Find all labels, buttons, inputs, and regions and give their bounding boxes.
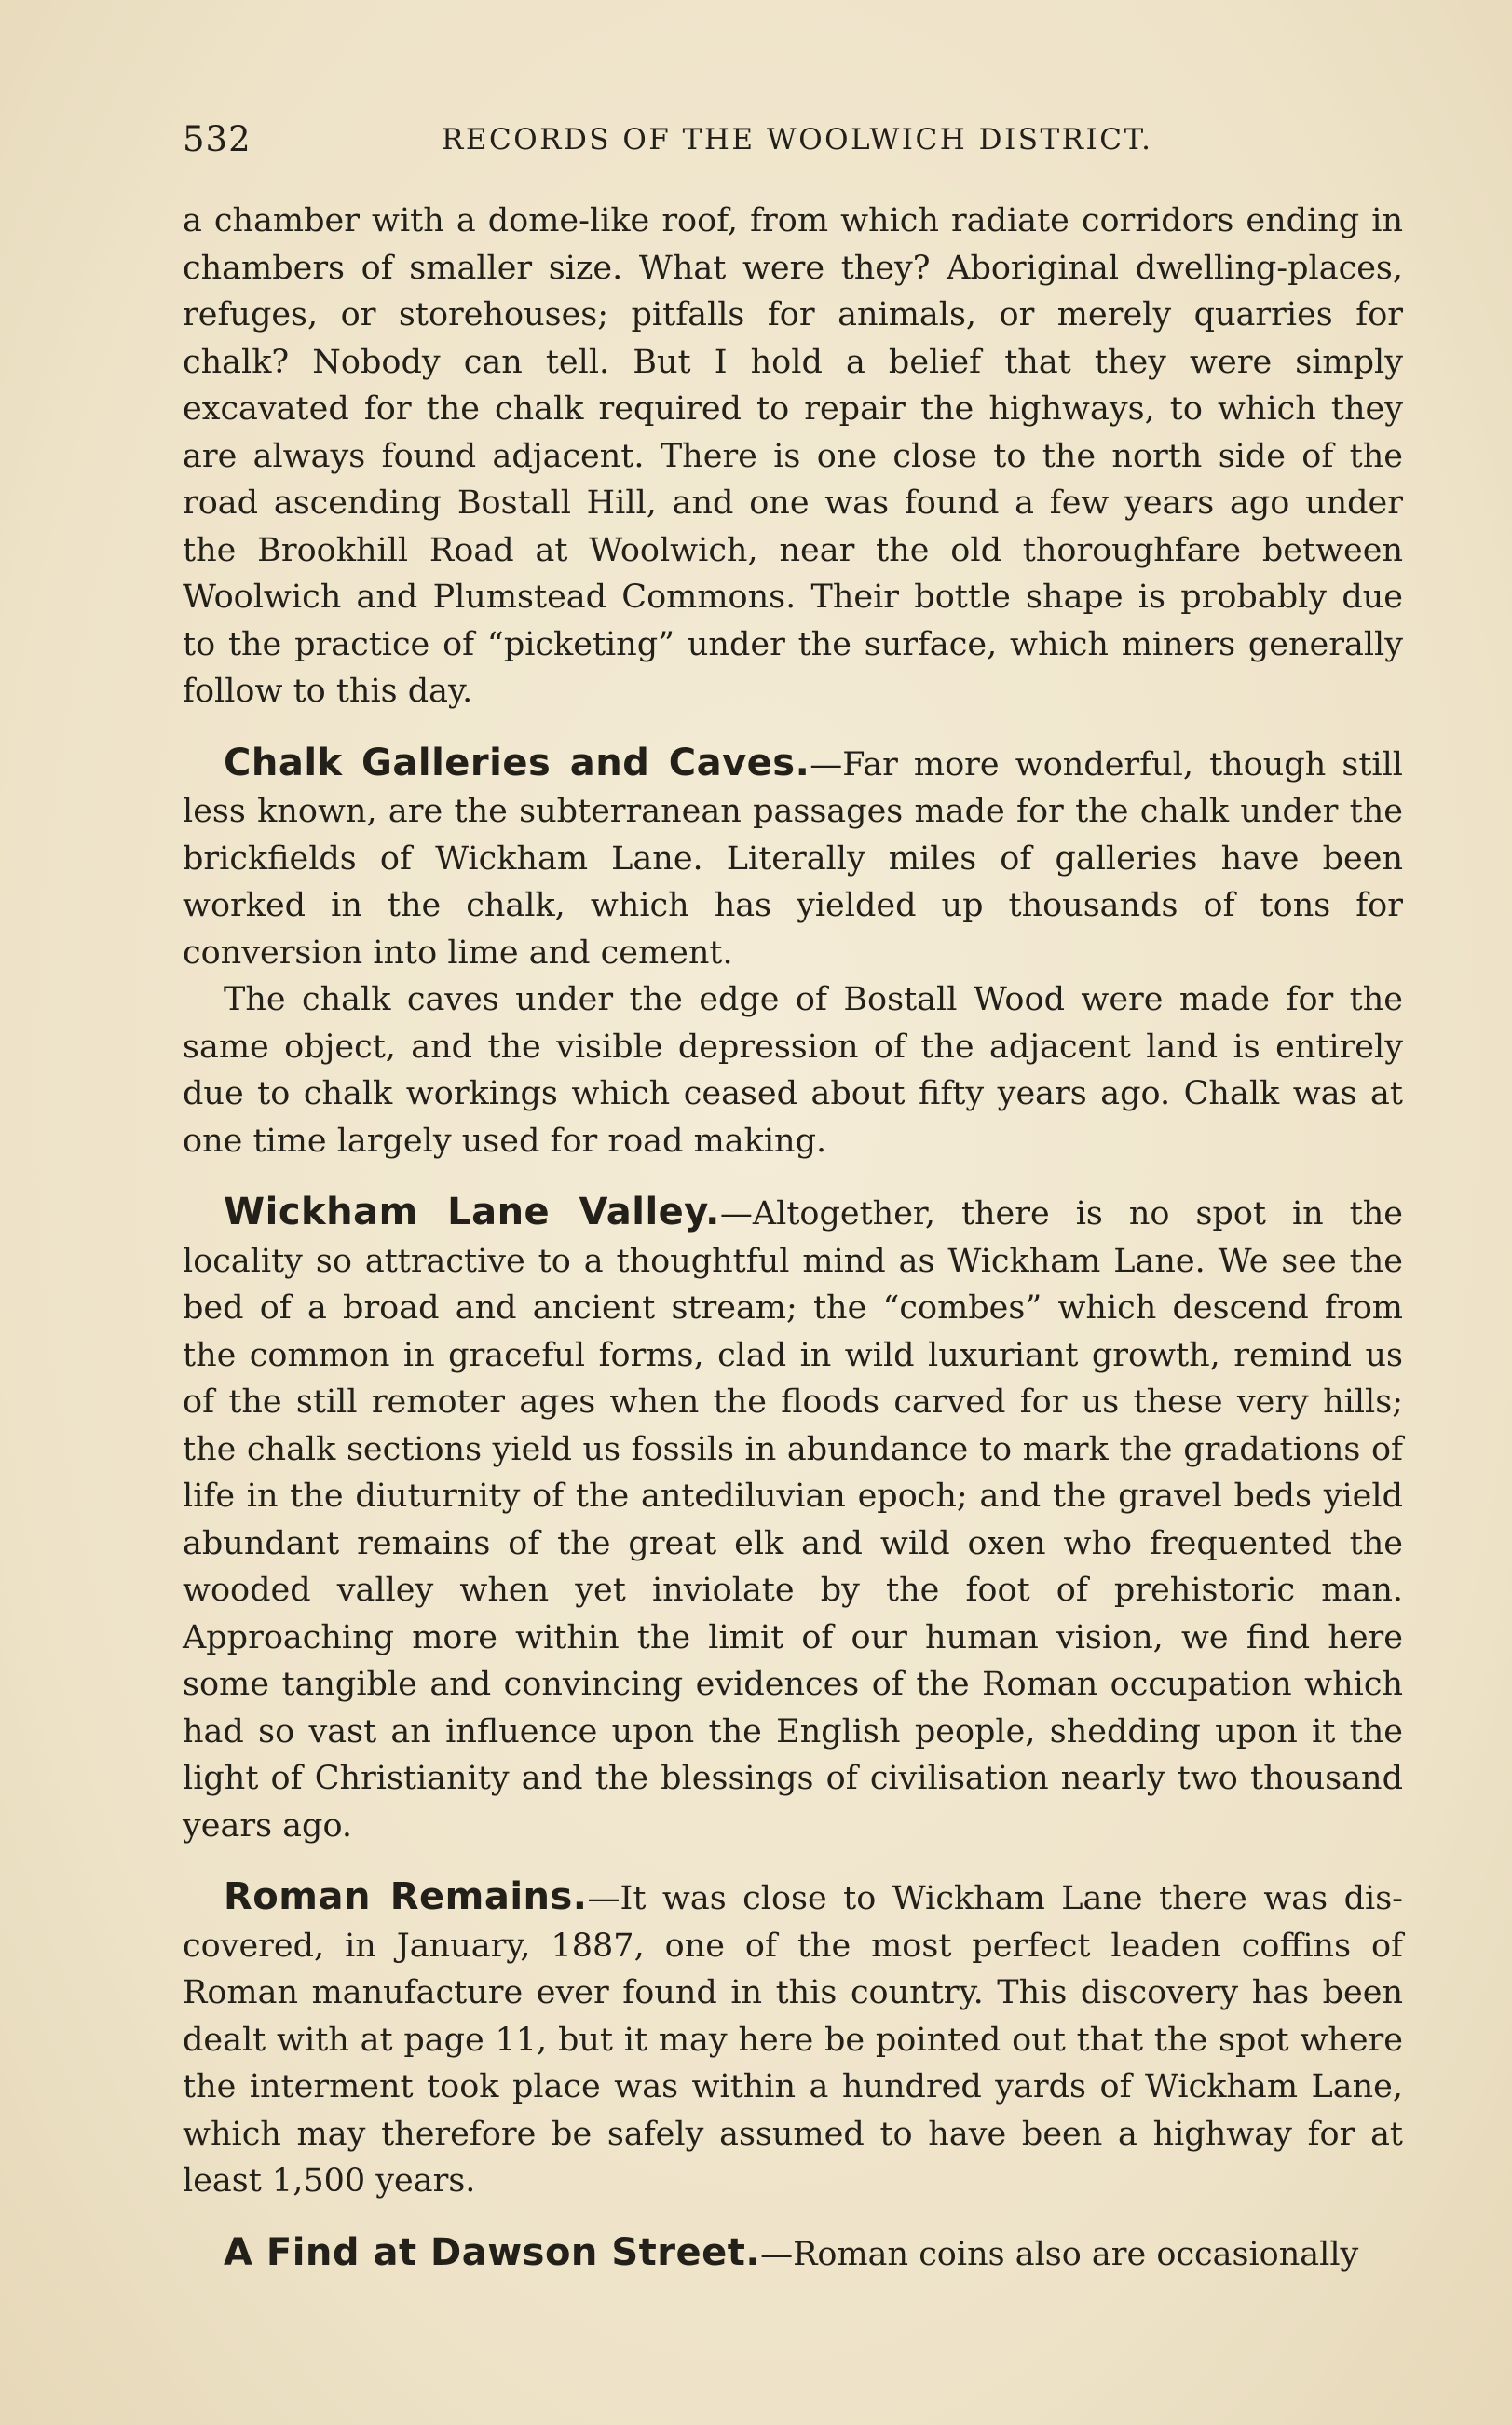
section-heading: A Find at Dawson Street. <box>224 2230 761 2274</box>
section-heading: Chalk Galleries and Caves. <box>224 741 810 784</box>
paragraph-text: —It was close to Wickham Lane there was discovered, in January, 1887, one of the most perfect leaden coffins of Roman manufacture ever found in this country. This discovery has been dealt with at page 11, but it may here be pointed out that the spot where the interment took place was within a hundred yards of Wickham Lane, which may therefore be safely assumed to have been a highway for at least 1,500 years. <box>183 1880 1403 2200</box>
paragraph-text: —Roman coins also are occasionally <box>760 2235 1359 2273</box>
section-heading: Roman Remains. <box>224 1875 588 1918</box>
paragraph-corridors <box>183 198 1403 715</box>
paragraph-chalk-galleries <box>183 740 1403 977</box>
paragraph-wickham-lane-valley <box>183 1189 1403 1849</box>
page-header <box>183 119 1403 175</box>
paragraph-text: —Far more wonderful, though still less known, are the subterranean passages made for the chalk under the brickfields of Wickham Lane. Literally miles of galleries have been worked in the chalk, which has yielded up thousands of tons for conversion into lime and cement. <box>183 745 1403 972</box>
paragraph-text: a chamber with a dome-like roof, from which radiate corridors ending in chambers of smaller size. What were they? Aboriginal dwelling-places, refuges, or storehouses; pitfalls for animals, or merely quarries for chalk? Nobody can tell. But I hold a belief that they were simply excavated for the chalk required to repair the highways, to which they are always found adjacent. There is one close to the north side of the road ascending Bostall Hill, and one was found a few years ago under the Brookhill Road at Woolwich, near the old thoroughfare between Woolwich and Plumstead Commons. Their bottle shape is probably due to the practice of “picketing” under the surface, which miners generally follow to this day. <box>183 202 1403 710</box>
paragraph-chalk-caves <box>183 976 1403 1165</box>
page-number: 532 <box>183 119 252 159</box>
paragraph-dawson-street <box>183 2229 1403 2279</box>
paragraph-text: —Altogether, there is no spot in the locality so attractive to a thoughtful mind as Wickham Lane. We see the bed of a broad and ancient stream; the “combes” which descend from the common in graceful forms, clad in wild luxuriant growth, remind us of the still remoter ages when the floods carved for us these very hills; the chalk sections yield us fossils in abundance to mark the gradations of life in the diuturnity of the antediluvian epoch; and the gravel beds yield abundant remains of the great elk and wild oxen who frequented the wooded valley when yet inviolate by the foot of prehistoric man. Approaching more within the limit of our human vision, we find here some tangible and convincing evidences of the Roman occupation which had so vast an influence upon the English people, shedding upon it the light of Christianity and the blessings of civilisation nearly two thousand years ago. <box>183 1195 1404 1845</box>
paragraph-text: The chalk caves under the edge of Bostall Wood were made for the same object, and the visible depression of the adjacent land is entirely due to chalk workings which ceased about fifty years ago. Chalk was at one time largely used for road making. <box>183 981 1403 1160</box>
paragraph-roman-remains <box>183 1873 1403 2205</box>
section-heading: Wickham Lane Valley. <box>224 1191 720 1233</box>
running-title: RECORDS OF THE WOOLWICH DISTRICT. <box>442 123 1153 157</box>
body-text <box>183 198 1403 2278</box>
